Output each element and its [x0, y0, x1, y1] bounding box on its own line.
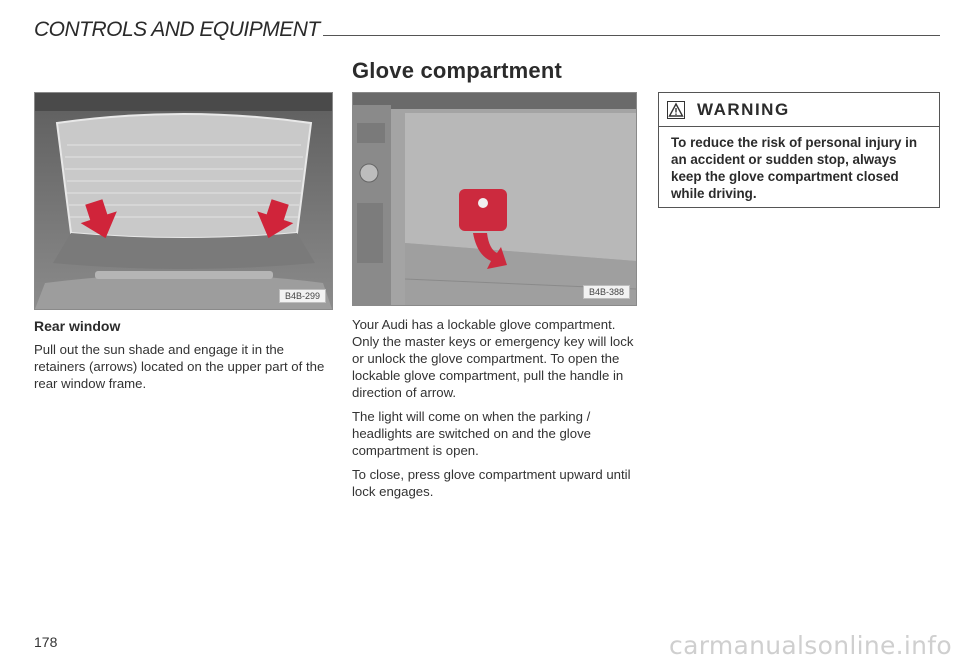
header-rule: [323, 35, 940, 36]
header-title: CONTROLS AND EQUIPMENT: [34, 18, 320, 41]
glove-paragraph-3: To close, press glove compartment upward until lock engages.: [352, 467, 631, 499]
rear-window-illustration: [35, 93, 332, 309]
rear-window-text-column: [34, 341, 334, 399]
rear-window-heading: Rear window: [34, 318, 121, 334]
glove-paragraph-2: The light will come on when the parking / headlights are switched on and the glove compartment is open.: [352, 409, 592, 458]
glove-compartment-figure: [352, 92, 637, 306]
section-title: Glove compartment: [352, 58, 563, 83]
glove-paragraph-1: Your Audi has a lockable glove compartment. Only the master keys or emergency key will lock or unlock the glove compartment. To open the lockable glove compartment, pull the handle in direction of arrow.: [352, 317, 634, 400]
warning-header: [659, 93, 939, 127]
warning-text: To reduce the risk of personal injury in an accident or sudden stop, always keep the glove compartment closed while driving.: [671, 135, 918, 201]
rear-window-paragraph: Pull out the sun shade and engage it in the retainers (arrows) located on the upper part of the rear window frame.: [34, 342, 325, 391]
warning-triangle-icon: [667, 101, 685, 119]
page-number: 178: [34, 634, 58, 650]
figure-code: B4B-299: [279, 289, 326, 303]
figure-code: B4B-388: [583, 285, 630, 299]
page-header: [34, 14, 940, 40]
glove-compartment-illustration: [353, 93, 636, 305]
watermark: carmanualsonline.info: [669, 631, 952, 660]
glove-text-column: [352, 316, 642, 507]
warning-box: [658, 92, 940, 208]
rear-window-figure: [34, 92, 333, 310]
warning-title: WARNING: [697, 99, 790, 119]
